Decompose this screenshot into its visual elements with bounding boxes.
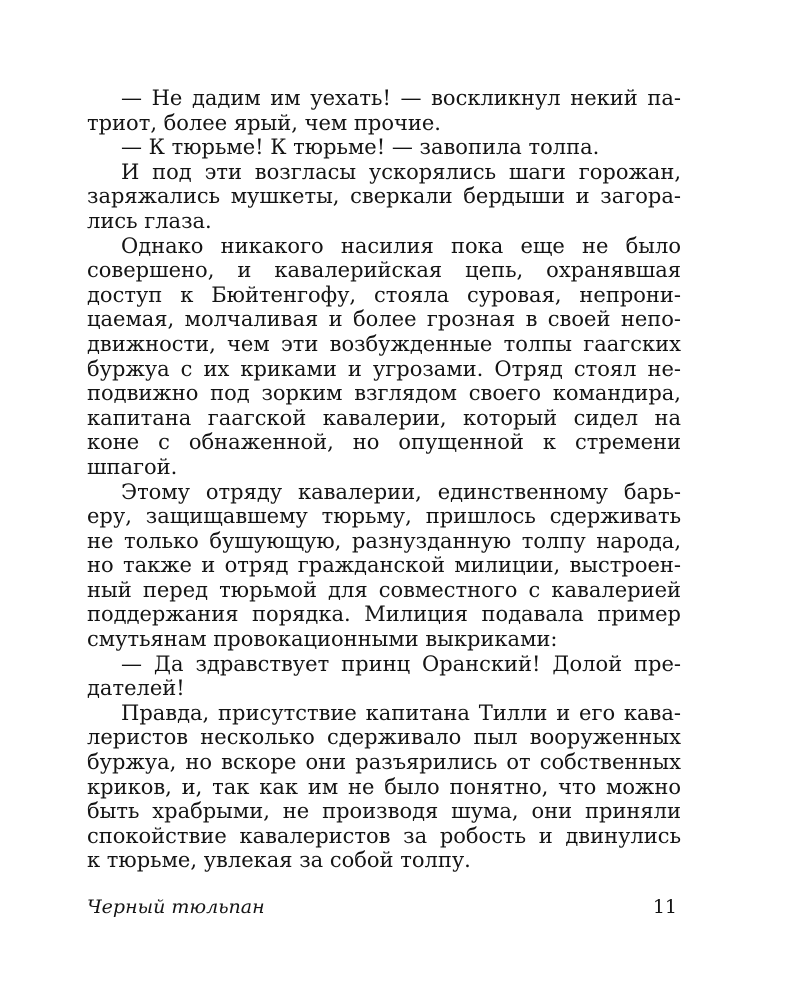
text-line: но также и отряд гражданской милиции, выстроен-: [87, 553, 681, 578]
text-line: шпагой.: [87, 454, 178, 479]
page-footer: [87, 896, 681, 922]
text-line: — Не дадим им уехать! — воскликнул некий па-: [121, 86, 681, 110]
text-line: Однако никакого насилия пока еще не было: [121, 233, 681, 258]
text-line: движности, чем эти возбужденные толпы гаагских: [87, 331, 681, 356]
text-line: к тюрьме, увлекая за собой толпу.: [87, 848, 471, 873]
text-line: криков, и, так как им не было понятно, что можно: [87, 774, 681, 799]
text-line: дателей!: [87, 676, 185, 701]
body-text: [87, 86, 681, 873]
text-line: коне с обнаженной, но опущенной к стремени: [87, 430, 681, 455]
text-line: не только бушующую, разнузданную толпу народа,: [87, 528, 681, 553]
text-line: лись глаза.: [87, 208, 212, 233]
text-line: поддержания порядка. Милиция подавала пример: [87, 602, 681, 627]
text-line: доступ к Бюйтенгофу, стояла суровая, непрони-: [87, 282, 681, 307]
text-line: смутьянам провокационными выкриками:: [87, 627, 558, 652]
text-line: спокойствие кавалеристов за робость и двинулись: [87, 823, 681, 848]
text-line: еру, защищавшему тюрьму, пришлось сдерживать: [87, 504, 681, 529]
text-line: леристов несколько сдерживало пыл вооруженных: [87, 725, 681, 750]
page-number: 11: [652, 896, 677, 918]
text-line: — К тюрьме! К тюрьме! — завопила толпа.: [121, 135, 600, 160]
text-line: триот, более ярый, чем прочие.: [87, 110, 441, 135]
text-line: буржуа, но вскоре они разъярились от собственных: [87, 750, 681, 775]
text-line: И под эти возгласы ускорялись шаги горожан,: [121, 159, 681, 184]
text-line: совершено, и кавалерийская цепь, охранявшая: [87, 258, 681, 283]
running-title: Черный тюльпан: [87, 896, 265, 918]
text-line: заряжались мушкеты, сверкали бердыши и загора-: [87, 184, 681, 209]
text-line: цаемая, молчаливая и более грозная в своей непо-: [87, 307, 681, 332]
text-line: Правда, присутствие капитана Тилли и его кава-: [121, 700, 681, 725]
text-line: подвижно под зорким взглядом своего командира,: [87, 381, 681, 406]
text-line: быть храбрыми, не производя шума, они приняли: [87, 799, 681, 824]
text-line: — Да здравствует принц Оранский! Долой пре-: [121, 651, 681, 676]
text-line: Этому отряду кавалерии, единственному барь-: [121, 479, 681, 504]
text-line: ный перед тюрьмой для совместного с кавалерией: [87, 577, 681, 602]
text-line: капитана гаагской кавалерии, который сидел на: [87, 405, 681, 430]
text-line: буржуа с их криками и угрозами. Отряд стоял не-: [87, 356, 681, 381]
